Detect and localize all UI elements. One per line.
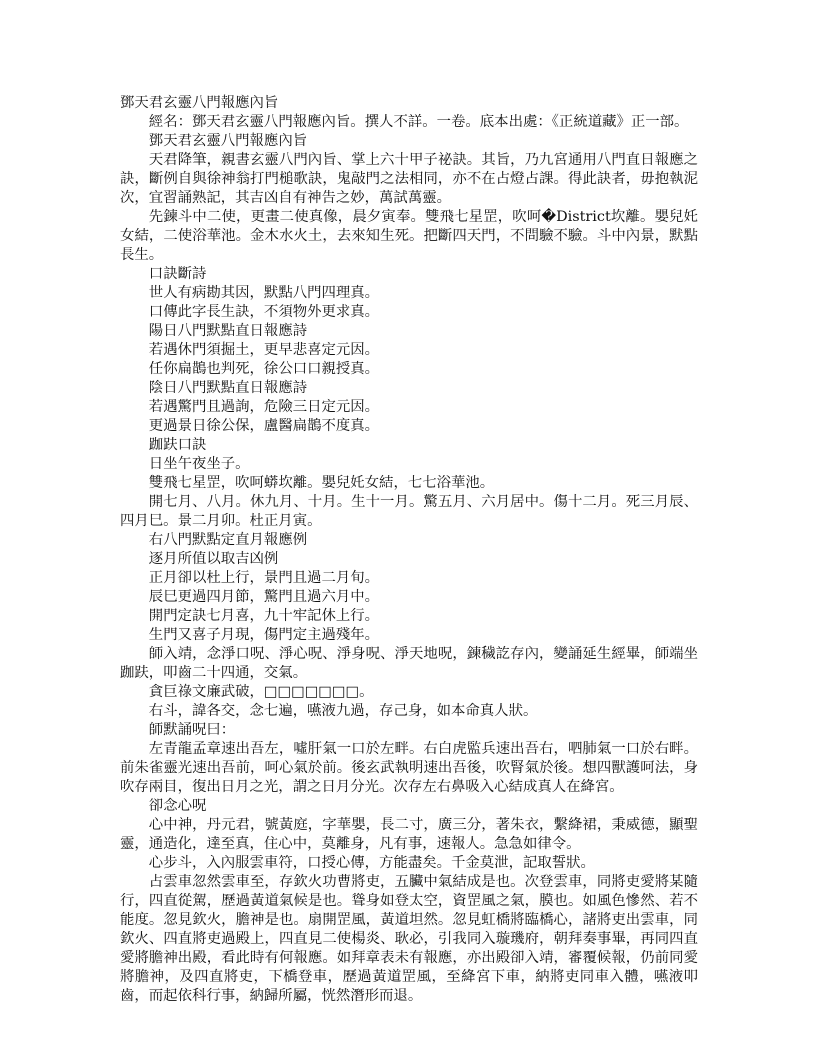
heading-heart-incantation: 卻念心呪 <box>148 798 207 814</box>
paragraph-months: 開七月、八月。休九月、十月。生十一月。驚五月、六月居中。傷十二月。死三月辰、四月巳。景二月卯。杜正月寅。 <box>120 494 698 529</box>
verse-line: 生門又喜子月現，傷門定主過殘年。 <box>148 627 380 643</box>
heading-monthly-example: 右八門默點定直月報應例 <box>148 532 308 548</box>
paragraph-intro: 天君降筆，親書玄靈八門內旨、掌上六十甲子祕訣。其旨，乃九宮通用八門直日報應之訣，斷例自與徐神翁打門槌歌訣，鬼敲門之法相同，亦不在占燈占課。得此訣者，毋抱執泥次，宜習誦熟記，其吉凶自有神告之妙，萬試萬靈。 <box>120 152 698 206</box>
heading-yang-day-poem: 陽日八門默點直日報應詩 <box>148 323 308 339</box>
heading-silent-incantation: 師默誦呪曰： <box>148 722 236 738</box>
paragraph-four-beasts: 左青龍孟章速出吾左，噓肝氣一口於左畔。右白虎監兵速出吾右，呬肺氣一口於右畔。前朱雀靈光速出吾前，呵心氣於前。後玄武執明速出吾後，吹腎氣於後。想四獸護呵法，身吹存兩目，復出日月之光，謂之日月分光。次存左右鼻吸入心結成真人在絳宮。 <box>120 741 698 795</box>
verse-line: 開門定訣七月喜，九十牢記休上行。 <box>148 608 380 624</box>
heading-yin-day-poem: 陰日八門默點直日報應詩 <box>148 380 308 396</box>
verse-line: 正月卻以杜上行，景門且過二月旬。 <box>148 570 380 586</box>
verse-line: 世人有病勘其因，默點八門四理真。 <box>148 285 380 301</box>
paragraph-line: 雙飛七星罡，吹呵蟒坎離。嬰兒奼女結，七七浴華池。 <box>148 475 495 491</box>
paragraph-line: 日坐午夜坐子。 <box>148 456 250 472</box>
heading-monthly-omens: 逐月所值以取吉凶例 <box>148 551 279 567</box>
verse-line: 任你扁鵲也判死，徐公口口親授真。 <box>148 361 380 377</box>
verse-line: 口傳此字長生訣，不須物外更求真。 <box>148 304 380 320</box>
paragraph-stars: 貪巨祿文廉武破，□□□□□□□。 <box>148 684 374 700</box>
paragraph-subtitle: 鄧天君玄靈八門報應內旨 <box>148 133 308 149</box>
verse-line: 辰巳更過四月節，驚門且過六月中。 <box>148 589 380 605</box>
verse-line: 更過景日徐公保，盧醫扁鵲不度真。 <box>148 418 380 434</box>
paragraph-right-dipper: 右斗，諱各交，念七遍，嚥液九過，存己身，如本命真人狀。 <box>148 703 538 719</box>
heading-oral-formula-poem: 口訣斷詩 <box>148 266 207 282</box>
paragraph-scripture-info: 經名：鄧天君玄靈八門報應內旨。撰人不詳。一卷。底本出處：《正統道藏》正一部。 <box>148 114 689 130</box>
paragraph-practice: 先鍊斗中二使，更畫二使真像，晨夕寅奉。雙飛七星罡，吹呵�District坎離。嬰兒奼女結，二使浴華池。金木水火土，去來知生死。把斷四天門，不問驗不驗。斗中內景，默點長生。 <box>120 209 698 263</box>
document-page <box>120 94 698 1006</box>
heading-lotus-seat-formula: 跏趺口訣 <box>148 437 207 453</box>
paragraph-cloud-chariot: 占雲車忽然雲車至，存欽火功曹將吏，五臟中氣結成是也。次登雲車，同將吏愛將某隨行，四直從駕，歷過黃道氣候是也。聳身如登太空，資罡風之氣，膜也。如風色慘然、若不能度。忽見欽火，膽神是也。扇開罡風，黃道坦然。忽見虹橋將臨橋心，諸將吏出雲車，同欽火、四直將吏過殿上，四直見二使楊炎、耿必，引我同入璇璣府，朝拜奏事畢，再同四直愛將膽神出殿，看此時有何報應。如拜章表未有報應，亦出殿卻入靖，審覆候報，仍前同愛將膽神，及四直將吏，下橋登車，歷過黃道罡風，至絳宮下車，納將吏同車入體，嚥液叩齒，而起依科行事，納歸所屬，恍然潛形而退。 <box>120 874 698 1004</box>
paragraph-ritual: 師入靖，念淨口呪、淨心呪、淨身呪、淨天地呪，鍊穢訖存內，變誦延生經畢，師端坐跏趺，叩齒二十四通，交氣。 <box>120 646 698 681</box>
paragraph-heart-incantation: 心中神，丹元君，號黃庭，字華嬰，長二寸，廣三分，著朱衣，繫絳裙，秉威德，顯聖靈，通造化，達至真，住心中，莫離身，凡有事，速報人。急急如律令。 <box>120 817 698 852</box>
verse-line: 若遇休門須掘土，更早悲喜定元因。 <box>148 342 380 358</box>
document-title: 鄧天君玄靈八門報應內旨 <box>120 95 279 111</box>
paragraph-heart-steps: 心步斗，入內服雲車符，口授心傳，方能盡矣。千金莫泄，記取誓狀。 <box>148 855 595 871</box>
verse-line: 若遇驚門且過詢，危險三日定元因。 <box>148 399 380 415</box>
